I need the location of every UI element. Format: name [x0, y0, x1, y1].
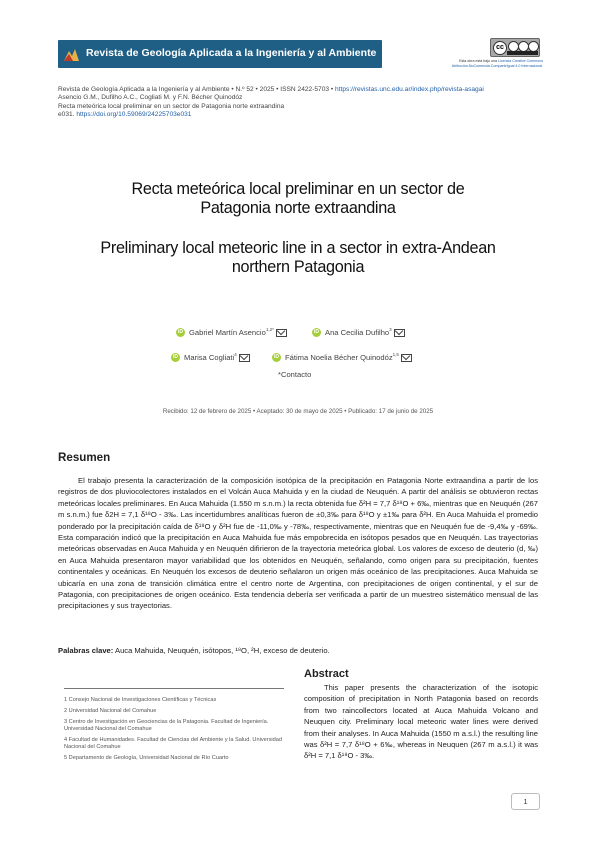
- affiliation-item: 3 Centro de Investigación en Geociencias de la Patagonia. Facultad de Ingeniería. Universidad Nacional del Comahue: [64, 718, 269, 732]
- orcid-icon[interactable]: iD: [178, 329, 183, 336]
- doi-link[interactable]: https://doi.org/10.59069/24225703e031: [76, 111, 192, 119]
- email-icon[interactable]: [276, 329, 287, 337]
- license-prefix: Esta obra está bajo una: [459, 59, 499, 63]
- author-name: Marisa Cogliati: [184, 352, 235, 362]
- orcid-icon[interactable]: iD: [274, 354, 279, 361]
- email-icon[interactable]: [394, 329, 405, 337]
- affiliation-item: 4 Facultad de Humanidades. Facultad de Ciencias del Ambiente y la Salud. Universidad Nacional del Comahue: [64, 736, 282, 750]
- keywords-label: Palabras clave:: [58, 646, 114, 655]
- citation-block: [58, 86, 538, 120]
- orcid-icon[interactable]: iD: [173, 354, 178, 361]
- orcid-icon[interactable]: iD: [314, 329, 319, 336]
- affiliations: [64, 688, 284, 765]
- publication-dates: Recibido: 12 de febrero de 2025 • Aceptado: 30 de mayo de 2025 • Publicado: 17 de junio de 2025: [162, 408, 434, 415]
- license-link[interactable]: Licencia Creative Commons Atribución-NoComercial-CompartirIgual 4.0 Internacional.: [451, 59, 543, 68]
- author-asencio: [176, 327, 287, 337]
- author-affil: 1,2*: [265, 327, 274, 332]
- email-icon[interactable]: [401, 354, 412, 362]
- resumen-heading: Resumen: [58, 451, 111, 464]
- email-icon[interactable]: [239, 354, 250, 362]
- title-english: [58, 239, 538, 276]
- title-en-line2: northern Patagonia: [231, 257, 365, 276]
- author-affil: 3: [389, 327, 392, 332]
- citation-title: Recta meteórica local preliminar en un sector de Patagonia norte extraandina: [58, 102, 285, 110]
- journal-logo-icon: [62, 45, 80, 63]
- article-number: e031.: [58, 111, 77, 119]
- title-es-line2: Patagonia norte extraandina: [200, 198, 396, 217]
- journal-title: Revista de Geología Aplicada a la Ingeniería y al Ambiente: [86, 47, 377, 59]
- citation-authors: Asencio G.M., Dufilho A.C., Cogliati M. y F.N. Bécher Quinodóz: [58, 94, 243, 102]
- author-dufilho: [312, 327, 405, 337]
- title-en-line1: Preliminary local meteoric line in a sector in extra-Andean: [100, 239, 496, 257]
- author-becher-quinodoz: [272, 352, 412, 362]
- affiliation-item: 5 Departamento de Geología, Universidad Nacional de Río Cuarto: [64, 754, 229, 761]
- journal-url-link[interactable]: https://revistas.unc.edu.ar/index.php/revista-asagai: [335, 86, 484, 93]
- keywords-text: Auca Mahuida, Neuquén, isótopos, ¹⁸O, ²H, exceso de deuterio.: [113, 646, 330, 655]
- title-es-line1: Recta meteórica local preliminar en un sector de: [131, 180, 465, 198]
- resumen-body: El trabajo presenta la caracterización de la composición isotópica de la precipitación en Patagonia Norte extraandina a partir de los registros de dos pluviocolectores instalados en el Volcán Auca Mahuida y en la ciudad de Neuquén. A partir del análisis se obtuvieron rectas meteóricas locales preliminares. En Auca Mahuida (1.550 m s.n.m.) la recta obtenida fue δ²H = 7,7 δ¹⁸O + 6‰, mientras que en Neuquén (267 m s.n.m.) fue δ2H = 7,1 δ¹⁸O - 3‰. Las incertidumbres analíticas fueron de ±0,3‰ para δ¹⁸O y ±1‰ para δ²H. En Auca Mahuida el promedio ponderado por la precipitación caída de δ¹⁸O y δ²H fue de -11,0‰ y -78‰, respectivamente, mientras que en Neuquén fue de -9,4‰ y -69‰. Esta comparación indicó que la precipitación en Auca Mahuida fue más empobrecida en isótopos pesados que en Neuquén. Las trayectorias meteóricas observadas en Auca Mahuida y en Neuquén difirieron de la trayectoria meteórica global. Los valores de exceso de deuterio (d, ‰) en Auca Mahuida presentaron mayor variabilidad que los obtenidos en Neuquén, señalando, como origen para su precipitación, fuentes continentales y oceánicas. En Neuquén los excesos de deuterio señalaron un origen más oceánico de las precipitaciones. Auca Mahuida se ubicaría en una zona de transición climática entre el centro norte de Argentina, con precipitaciones de origen continental, y el sur de Patagonia, con precipitaciones de origen oceánico. Esta tendencia debería ser verificada a partir de un muestreo sistemático mensual de las precipitaciones y sus trayectorias.: [58, 476, 538, 611]
- author-affil: 4: [234, 352, 237, 357]
- journal-banner: [58, 40, 382, 68]
- abstract-body: This paper presents the characterization of the isotopic composition of precipitation in North Patagonia based on records from two raincollectors located at Auca Mahuida Volcano and Neuquen city. Preliminary local meteoric water lines were derived from their analyses. In Auca Mahuida (1550 m a.s.l.) the resulting line was δ²H = 7,7 δ¹⁸O + 6‰, whereas in Neuquen (267 m a.s.l.) it was δ²H = 7,1 δ¹⁸O - 3‰.: [304, 683, 538, 761]
- author-name: Fátima Noelia Bécher Quinodóz: [285, 352, 393, 362]
- badge-bar: [507, 51, 538, 55]
- creative-commons-badge[interactable]: [490, 38, 540, 57]
- title-spanish: [58, 180, 538, 217]
- cc-icon: cc: [493, 41, 507, 55]
- author-affil: 1,5: [392, 352, 399, 357]
- citation-journal: Revista de Geología Aplicada a la Ingeniería y al Ambiente • N.º 52 • 2025 • ISSN 2422-5703 •: [58, 86, 336, 93]
- citation-doi-line: [58, 111, 538, 119]
- keywords: [58, 646, 538, 655]
- contact-note: *Contacto: [278, 370, 312, 379]
- affiliation-item: 1 Consejo Nacional de Investigaciones Científicas y Técnicas: [64, 697, 217, 703]
- author-name: Ana Cecilia Dufilho: [325, 327, 390, 337]
- author-name: Gabriel Martín Asencio: [189, 327, 266, 337]
- citation-journal-line: [58, 86, 538, 94]
- license-text: [443, 59, 543, 69]
- page-number: 1: [511, 793, 540, 810]
- author-cogliati: [171, 352, 250, 362]
- affiliation-item: 2 Universidad Nacional del Comahue: [64, 707, 157, 714]
- abstract-heading: Abstract: [304, 668, 349, 680]
